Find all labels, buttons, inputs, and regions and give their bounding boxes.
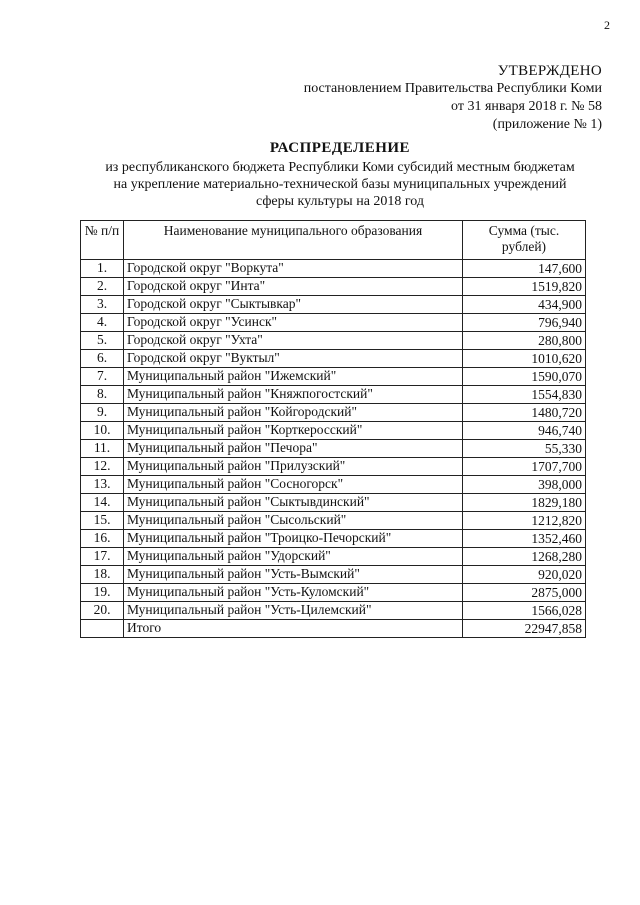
table-row: [81, 404, 586, 422]
header-name: Наименование муниципального образования: [124, 221, 463, 260]
row-number: 15.: [81, 512, 124, 530]
approval-stamp: [242, 62, 602, 134]
row-name: Городской округ "Сыктывкар": [124, 296, 463, 314]
row-name: Муниципальный район "Печора": [124, 440, 463, 458]
distribution-table: [80, 220, 586, 638]
row-sum: 434,900: [463, 296, 586, 314]
row-number: [81, 620, 124, 638]
row-name: Городской округ "Воркута": [124, 260, 463, 278]
total-row: [81, 620, 586, 638]
approval-appendix: (приложение № 1): [492, 117, 602, 132]
row-number: 12.: [81, 458, 124, 476]
row-number: 16.: [81, 530, 124, 548]
table-body: [81, 260, 586, 638]
row-sum: 55,330: [463, 440, 586, 458]
document-title-block: [60, 140, 620, 210]
row-sum: 920,020: [463, 566, 586, 584]
row-sum: 1554,830: [463, 386, 586, 404]
row-sum: 1519,820: [463, 278, 586, 296]
row-number: 4.: [81, 314, 124, 332]
row-name: Муниципальный район "Ижемский": [124, 368, 463, 386]
row-name: Муниципальный район "Удорский": [124, 548, 463, 566]
row-number: 2.: [81, 278, 124, 296]
row-sum: 1590,070: [463, 368, 586, 386]
row-number: 3.: [81, 296, 124, 314]
row-number: 13.: [81, 476, 124, 494]
page-number: 2: [604, 18, 610, 32]
row-number: 17.: [81, 548, 124, 566]
table-row: [81, 476, 586, 494]
row-number: 11.: [81, 440, 124, 458]
row-sum: 280,800: [463, 332, 586, 350]
table-row: [81, 530, 586, 548]
row-name: Городской округ "Инта": [124, 278, 463, 296]
row-name: Городской округ "Усинск": [124, 314, 463, 332]
row-name: Итого: [124, 620, 463, 638]
table-row: [81, 458, 586, 476]
row-sum: 1829,180: [463, 494, 586, 512]
row-name: Муниципальный район "Троицко-Печорский": [124, 530, 463, 548]
row-number: 8.: [81, 386, 124, 404]
row-number: 20.: [81, 602, 124, 620]
table-row: [81, 422, 586, 440]
table-row: [81, 260, 586, 278]
document-title: РАСПРЕДЕЛЕНИЕ: [269, 140, 411, 156]
row-name: Муниципальный район "Сыктывдинский": [124, 494, 463, 512]
row-number: 18.: [81, 566, 124, 584]
row-sum: 1566,028: [463, 602, 586, 620]
row-number: 19.: [81, 584, 124, 602]
row-number: 14.: [81, 494, 124, 512]
row-number: 7.: [81, 368, 124, 386]
row-sum: 398,000: [463, 476, 586, 494]
approval-heading: УТВЕРЖДЕНО: [497, 63, 602, 79]
approval-decree: постановлением Правительства Республики Коми: [303, 81, 602, 96]
row-name: Муниципальный район "Койгородский": [124, 404, 463, 422]
row-sum: 1480,720: [463, 404, 586, 422]
row-name: Муниципальный район "Усть-Вымский": [124, 566, 463, 584]
table-row: [81, 332, 586, 350]
row-name: Муниципальный район "Прилузский": [124, 458, 463, 476]
row-name: Муниципальный район "Сысольский": [124, 512, 463, 530]
row-sum: 1212,820: [463, 512, 586, 530]
row-name: Муниципальный район "Корткеросский": [124, 422, 463, 440]
document-subtitle-line-3: сферы культуры на 2018 год: [255, 194, 425, 209]
table-row: [81, 368, 586, 386]
table-row: [81, 350, 586, 368]
row-sum: 796,940: [463, 314, 586, 332]
row-name: Муниципальный район "Сосногорск": [124, 476, 463, 494]
table-row: [81, 548, 586, 566]
header-number: № п/п: [81, 221, 124, 260]
row-number: 9.: [81, 404, 124, 422]
table-row: [81, 440, 586, 458]
row-sum: 946,740: [463, 422, 586, 440]
row-name: Муниципальный район "Усть-Куломский": [124, 584, 463, 602]
row-sum: 1010,620: [463, 350, 586, 368]
row-number: 6.: [81, 350, 124, 368]
row-name: Городской округ "Ухта": [124, 332, 463, 350]
row-name: Муниципальный район "Княжпогостский": [124, 386, 463, 404]
row-number: 10.: [81, 422, 124, 440]
row-sum: 22947,858: [463, 620, 586, 638]
row-number: 5.: [81, 332, 124, 350]
table-row: [81, 296, 586, 314]
document-subtitle-line-1: из республиканского бюджета Республики Коми субсидий местным бюджетам: [105, 160, 575, 175]
header-sum: Сумма (тыс. рублей): [463, 221, 586, 260]
table-row: [81, 512, 586, 530]
table-header-row: [81, 221, 586, 260]
row-sum: 1352,460: [463, 530, 586, 548]
table-row: [81, 494, 586, 512]
row-sum: 1268,280: [463, 548, 586, 566]
row-sum: 1707,700: [463, 458, 586, 476]
row-sum: 147,600: [463, 260, 586, 278]
table-row: [81, 314, 586, 332]
document-subtitle-line-2: на укрепление материально-технической базы муниципальных учреждений: [113, 177, 567, 192]
approval-date: от 31 января 2018 г. № 58: [451, 99, 602, 114]
row-sum: 2875,000: [463, 584, 586, 602]
table-row: [81, 386, 586, 404]
row-name: Муниципальный район "Усть-Цилемский": [124, 602, 463, 620]
row-name: Городской округ "Вуктыл": [124, 350, 463, 368]
table-row: [81, 584, 586, 602]
table-row: [81, 566, 586, 584]
table-row: [81, 602, 586, 620]
table-row: [81, 278, 586, 296]
row-number: 1.: [81, 260, 124, 278]
